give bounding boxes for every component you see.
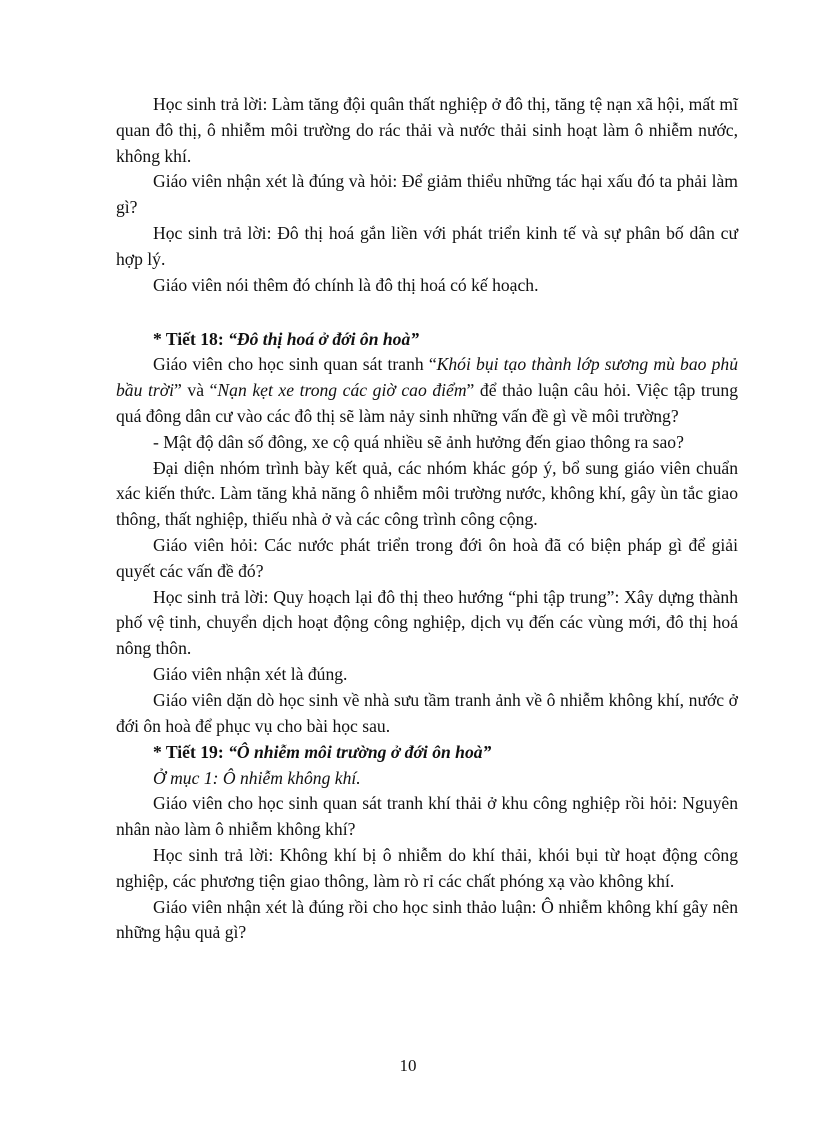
picture-title-smog: Khói bụi tạo thành lớp sương mù bao phủ bầu trời bbox=[116, 354, 738, 401]
paragraph: Giáo viên nói thêm đó chính là đô thị hoá có kế hoạch. bbox=[153, 274, 539, 295]
paragraph: Đại diện nhóm trình bày kết quả, các nhóm khác góp ý, bổ sung giáo viên chuẩn xác kiến thức. Làm tăng khả năng ô nhiễm môi trường nước, không khí, gây ùn tắc giao thông, thất nghiệp, thiếu nhà ở và các công trình công cộng. bbox=[116, 457, 738, 530]
paragraph: Giáo viên nhận xét là đúng rồi cho học sinh thảo luận: Ô nhiễm không khí gây nên những hậu quả gì? bbox=[116, 896, 738, 943]
paragraph: Học sinh trả lời: Làm tăng đội quân thất nghiệp ở đô thị, tăng tệ nạn xã hội, mất mĩ quan đô thị, ô nhiễm môi trường do rác thải và nước thải sinh hoạt làm ô nhiễm nước, không khí. bbox=[116, 94, 738, 166]
paragraph: Giáo viên nhận xét là đúng. bbox=[153, 663, 348, 684]
intro-text: ” và “ bbox=[174, 380, 218, 401]
section-title: Ở mục 1: Ô nhiễm không khí. bbox=[153, 768, 361, 789]
paragraph: Giáo viên dặn dò học sinh về nhà sưu tầm tranh ảnh về ô nhiễm không khí, nước ở đới ôn hoà để phục vụ cho bài học sau. bbox=[116, 689, 738, 736]
intro-text: Giáo viên cho học sinh quan sát tranh “ bbox=[153, 354, 437, 375]
paragraph: Giáo viên hỏi: Các nước phát triển trong đới ôn hoà đã có biện pháp gì để giải quyết các vấn đề đó? bbox=[116, 534, 738, 581]
paragraph: Học sinh trả lời: Đô thị hoá gắn liền với phát triển kinh tế và sự phân bố dân cư hợp lý. bbox=[116, 222, 738, 269]
picture-title-traffic: Nạn kẹt xe trong các giờ cao điểm bbox=[217, 380, 467, 401]
paragraph: - Mật độ dân số đông, xe cộ quá nhiều sẽ ảnh hưởng đến giao thông ra sao? bbox=[153, 431, 684, 452]
page-body bbox=[116, 92, 738, 946]
lesson-18-intro bbox=[116, 352, 738, 429]
intro-text: ” để thảo luận câu hỏi. Việc tập trung quá đông dân cư vào các đô thị sẽ làm nảy sinh những vấn đề gì về môi trường? bbox=[116, 380, 738, 426]
paragraph: Học sinh trả lời: Không khí bị ô nhiễm do khí thải, khói bụi từ hoạt động công nghiệp, các phương tiện giao thông, làm rò rỉ các chất phóng xạ vào không khí. bbox=[116, 844, 738, 891]
spacer bbox=[116, 298, 738, 326]
lesson-18-prefix: * Tiết 18: bbox=[153, 329, 229, 350]
lesson-19-prefix: * Tiết 19: bbox=[153, 742, 229, 763]
paragraph: Giáo viên nhận xét là đúng và hỏi: Để giảm thiểu những tác hại xấu đó ta phải làm gì? bbox=[116, 171, 738, 218]
lesson-19-title: “Ô nhiễm môi trường ở đới ôn hoà” bbox=[228, 742, 492, 763]
page-number: 10 bbox=[399, 1056, 417, 1075]
paragraph: Giáo viên cho học sinh quan sát tranh khí thải ở khu công nghiệp rồi hỏi: Nguyên nhân nào làm ô nhiễm không khí? bbox=[116, 793, 738, 840]
lesson-18-heading bbox=[116, 326, 738, 352]
lesson-19-heading bbox=[116, 739, 738, 765]
lesson-18-title: “Đô thị hoá ở đới ôn hoà” bbox=[228, 329, 420, 350]
paragraph: Học sinh trả lời: Quy hoạch lại đô thị theo hướng “phi tập trung”: Xây dựng thành phố vệ tinh, chuyển dịch hoạt động công nghiệp, dịch vụ đến các vùng mới, đô thị hoá nông thôn. bbox=[116, 586, 738, 659]
